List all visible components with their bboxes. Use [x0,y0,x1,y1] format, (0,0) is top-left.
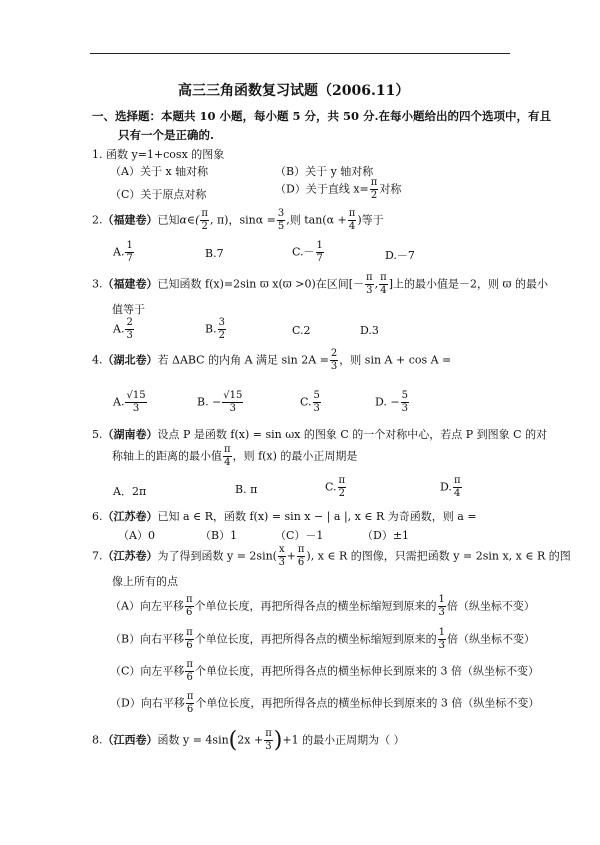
q1-stem: 1. 函数 y=1+cosx 的图象 [92,148,225,161]
q3-option-a: A. $\frac{2}{3}$ [113,317,133,341]
q1-option-d: （D）关于直线 x= $\frac{\pi}{2}$ 对称 [275,177,402,201]
q6-stem: 6.（江苏卷）已知 a ∈ R，函数 f(x) = sin x − | a |, x ∈ R 为奇函数，则 a = [92,510,477,523]
q3-stem-line2: 值等于 [112,303,145,316]
q3-stem: 3.（福建卷）已知函数 f(x)=2sin ϖ x(ϖ >0)在区间[－ $\frac{\pi}{3}$ , $\frac{\pi}{4}$ ]上的最小值是－2，则 ϖ 的最小 [92,272,548,296]
q1-option-c: （C）关于原点对称 [110,188,207,201]
q8-stem: 8.（江西卷）函数 y = 4sin(2x + $\frac{\pi}{3}$ )+1 的最小正周期为（ ） [92,728,405,753]
q6-option-a: （A）0 [118,529,155,542]
q6-option-c: （C）－1 [275,529,324,542]
q5-stem-line2: 称轴上的距离的最小值 $\frac{\pi}{4}$ ，则 f(x) 的最小正周期是 [112,444,358,468]
section-heading: 一、选择题：本题共 10 小题，每小题 5 分，共 50 分.在每小题给出的四个选项中，有且 [92,109,552,123]
q3-option-d: D.3 [360,324,379,337]
q6-option-d: （D）±1 [362,529,410,542]
q5-stem: 5.（湖南卷）设点 P 是函数 f(x) = sin ωx 的图象 C 的一个对称中心，若点 P 到图象 C 的对 [92,428,548,441]
q2-option-d: D.－7 [385,249,415,262]
page-title: 高三三角函数复习试题（2006.11） [178,83,410,99]
q7-option-d: （D）向右平移 $\frac{\pi}{6}$ 个单位长度，再把所得各点的横坐标伸长到原来的 3 倍（纵坐标不变） [110,691,540,715]
header-rule [90,53,510,54]
q7-option-b: （B）向右平移 $\frac{\pi}{6}$ 个单位长度，再把所得各点的横坐标缩短到原来的 $\frac{1}{3}$ 倍（纵坐标不变） [110,627,536,651]
q5-option-b: B. π [235,483,258,496]
q1-option-a: （A）关于 x 轴对称 [110,165,209,178]
q3-option-b: B. $\frac{3}{2}$ [205,317,225,341]
section-heading-line2: 只有一个是正确的. [118,128,215,142]
q4-option-c: C. $\frac{5}{3}$ [300,390,320,414]
q2-option-c: C.－ $\frac{1}{7}$ [292,240,323,264]
q4-stem: 4.（湖北卷）若 ΔABC 的内角 A 满足 sin 2A = $\frac{2}{3}$ ，则 sin A + cos A = [92,348,452,372]
q6-option-b: （B）1 [200,529,238,542]
q7-option-a: （A）向左平移 $\frac{\pi}{6}$ 个单位长度，再把所得各点的横坐标缩短到原来的 $\frac{1}{3}$ 倍（纵坐标不变） [110,594,535,618]
q3-option-c: C.2 [292,324,311,337]
q1-option-b: （B）关于 y 轴对称 [275,165,374,178]
q7-stem-line2: 像上所有的点 [112,575,178,588]
q4-option-d: D. − $\frac{5}{3}$ [375,390,409,414]
q5-option-a: A．2π [113,485,147,498]
q4-option-a: A. $\frac{√15}{3}$ [113,390,146,414]
q5-option-d: D. $\frac{\pi}{4}$ [440,475,461,499]
q7-stem: 7.（江苏卷）为了得到函数 y = 2sin( $\frac{x}{3}$ + $\frac{\pi}{6}$ ), x ∈ R 的图像，只需把函数 y = 2sin x, x ∈ R 的图 [92,544,571,568]
q7-option-c: （C）向左平移 $\frac{\pi}{6}$ 个单位长度，再把所得各点的横坐标伸长到原来的 3 倍（纵坐标不变） [110,659,539,683]
q2-stem: 2.（福建卷）已知α∈( $\frac{\pi}{2}$ , π)，sinα = $\frac{3}{5}$ ,则 tan(α + $\frac{\pi}{4}$ )等于 [92,208,384,232]
q2-option-a: A. $\frac{1}{7}$ [113,240,133,264]
q5-option-c: C. $\frac{\pi}{2}$ [325,475,346,499]
q2-option-b: B.7 [205,247,224,260]
q4-option-b: B. − $\frac{√15}{3}$ [197,390,243,414]
